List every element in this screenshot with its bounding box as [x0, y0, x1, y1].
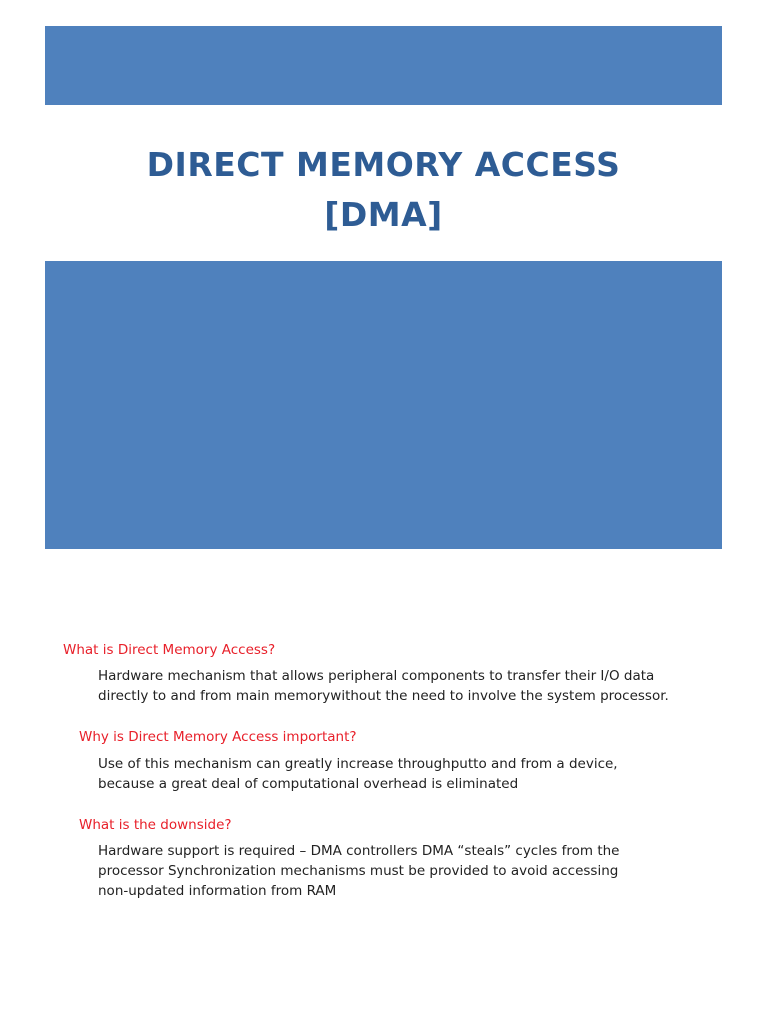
answer-why-important [98, 754, 618, 794]
answer-line: Hardware support is required – DMA controllers DMA “steals” cycles from the [98, 843, 620, 859]
question-downside: What is the downside? [79, 817, 232, 833]
page-title [45, 140, 722, 240]
top-banner [45, 26, 722, 105]
answer-line: because a great deal of computational overhead is eliminated [98, 776, 519, 792]
title-line-2: [DMA] [324, 195, 443, 234]
answer-line: Hardware mechanism that allows peripheral components to transfer their I/O data [98, 668, 655, 684]
answer-line: processor Synchronization mechanisms must be provided to avoid accessing [98, 863, 619, 879]
answer-line: directly to and from main memorywithout the need to involve the system processor. [98, 688, 669, 704]
answer-downside [98, 841, 619, 901]
question-why-important: Why is Direct Memory Access important? [79, 729, 357, 745]
answer-what-is-dma [98, 666, 669, 706]
answer-line: Use of this mechanism can greatly increase throughputto and from a device, [98, 756, 618, 772]
title-line-1: DIRECT MEMORY ACCESS [146, 145, 621, 184]
image-banner [45, 261, 722, 549]
question-what-is-dma: What is Direct Memory Access? [63, 642, 276, 658]
answer-line: non-updated information from RAM [98, 883, 337, 899]
